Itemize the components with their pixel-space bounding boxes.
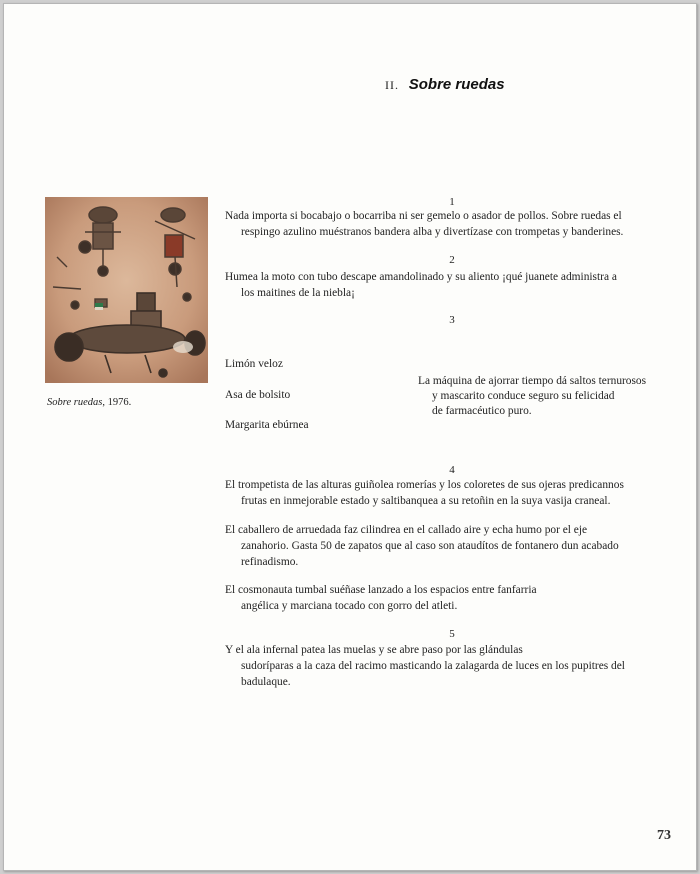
text-line: y mascarito conduce seguro su felicidad — [432, 390, 615, 402]
text-line: sudoríparas a la caza del racimo masticando la zalagarda de luces en los pupitres del — [241, 660, 625, 672]
section-number-5: 5 — [449, 628, 455, 640]
section-4-paragraph-1 — [225, 477, 667, 509]
chapter-number: II. — [385, 78, 399, 92]
book-page — [3, 3, 697, 871]
section-4-paragraph-3 — [225, 582, 667, 614]
text-line: zanahorio. Gasta 50 de zapatos que al caso son ataudítos de fontanero dun acabado — [241, 540, 619, 552]
text-line: El trompetista de las alturas guiñolea romerías y los coloretes de sus ojeras predicannos — [225, 479, 624, 491]
section-number-4: 4 — [449, 464, 455, 476]
text-line: La máquina de ajorrar tiempo dá saltos ternurosos — [418, 375, 647, 387]
text-line: El caballero de arruedada faz cilindrea en el callado aire y echa humo por el eje — [225, 524, 588, 536]
text-line: Nada importa si bocabajo o bocarriba ni ser gemelo o asador de pollos. Sobre ruedas el — [225, 210, 622, 222]
text-line: Y el ala infernal patea las muelas y se abre paso por las glándulas — [225, 644, 523, 656]
section-number-1: 1 — [449, 196, 455, 208]
text-line: badulaque. — [241, 676, 291, 688]
verse-item: Limón veloz — [225, 358, 283, 370]
text-line: angélica y marciana tocado con gorro del atleti. — [241, 600, 458, 612]
page-number: 73 — [657, 828, 671, 843]
caption-title: Sobre ruedas — [47, 397, 103, 408]
caption-year: , 1976. — [102, 397, 132, 408]
section-3-right-text — [418, 374, 646, 419]
section-4-paragraph-2 — [225, 522, 667, 570]
verse-item: Margarita ebúrnea — [225, 419, 309, 431]
text-line: Humea la moto con tubo descape amandolinado y su aliento ¡qué juanete administra a — [225, 271, 617, 283]
chapter-title: Sobre ruedas — [408, 76, 505, 93]
section-5-text — [225, 642, 667, 690]
text-line: refinadismo. — [241, 556, 299, 568]
chapter-heading — [385, 76, 505, 94]
painting-image — [45, 197, 208, 383]
text-line: respingo azulino muéstranos bandera alba y divertízase con trompetas y banderines. — [241, 226, 624, 238]
section-number-3: 3 — [449, 314, 455, 326]
text-line: El cosmonauta tumbal suéñase lanzado a los espacios entre fanfarria — [225, 584, 537, 596]
section-2-text — [225, 269, 667, 301]
text-line: frutas en inmejorable estado y saltibanquea a su retoñin en la suya vasija craneal. — [241, 495, 611, 507]
section-number-2: 2 — [449, 254, 455, 266]
painting-caption — [47, 397, 131, 408]
section-1-text — [225, 208, 667, 240]
text-line: de farmacéutico puro. — [432, 405, 532, 417]
verse-item: Asa de bolsito — [225, 389, 291, 401]
text-line: los maitines de la niebla¡ — [241, 287, 355, 299]
